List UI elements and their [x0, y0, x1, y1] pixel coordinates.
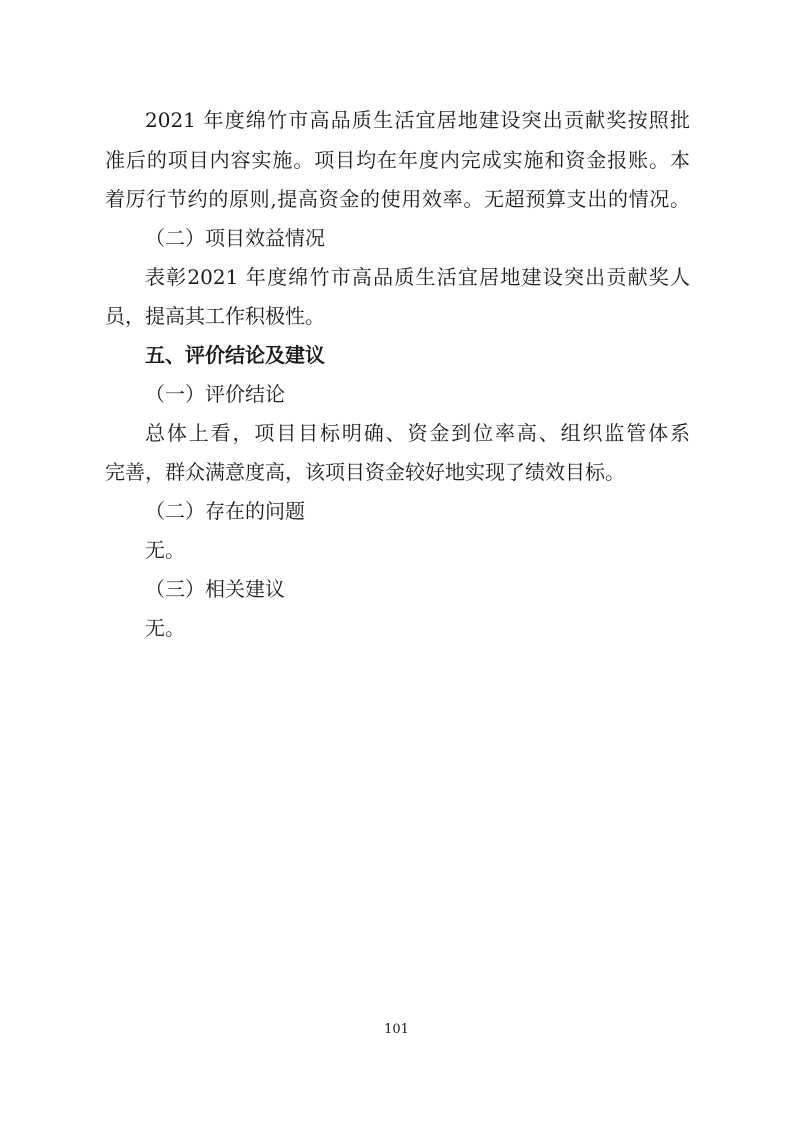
- section-title-conclusions: 五、评价结论及建议: [145, 343, 325, 367]
- paragraph-1-line-2: 准后的项目内容实施。项目均在年度内完成实施和资金报账。本: [105, 148, 690, 172]
- paragraph-2-line-1: 表彰2021 年度绵竹市高品质生活宜居地建设突出贡献奖人: [145, 265, 690, 289]
- heading-evaluation-conclusion: （一）评价结论: [145, 382, 285, 406]
- paragraph-3-line-1: 总体上看，项目目标明确、资金到位率高、组织监管体系: [145, 421, 690, 445]
- page-number: 101: [384, 1022, 409, 1037]
- paragraph-5: 无。: [145, 616, 185, 640]
- heading-existing-problems: （二）存在的问题: [145, 499, 305, 523]
- paragraph-2-line-2: 员，提高其工作积极性。: [105, 304, 325, 328]
- paragraph-4: 无。: [145, 538, 185, 562]
- paragraph-1-line-1: 2021 年度绵竹市高品质生活宜居地建设突出贡献奖按照批: [145, 108, 690, 132]
- paragraph-3-line-2: 完善，群众满意度高，该项目资金较好地实现了绩效目标。: [105, 460, 625, 484]
- heading-related-suggestions: （三）相关建议: [145, 577, 285, 601]
- heading-project-benefits: （二）项目效益情况: [145, 226, 325, 250]
- paragraph-1-line-3: 着厉行节约的原则,提高资金的使用效率。无超预算支出的情况。: [105, 187, 690, 211]
